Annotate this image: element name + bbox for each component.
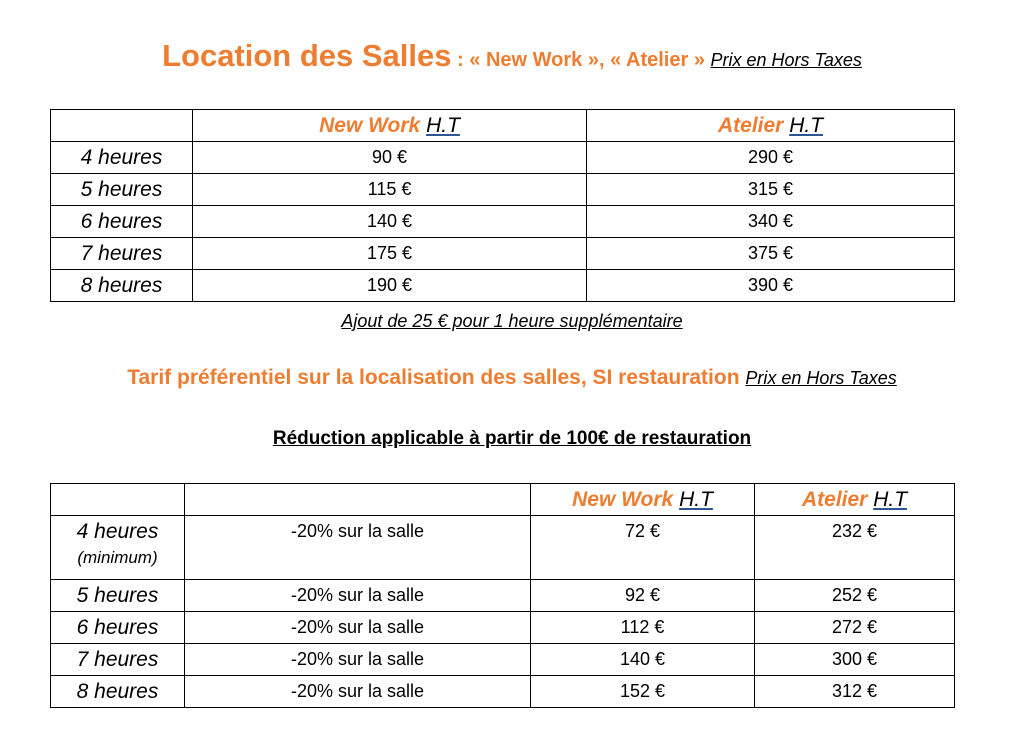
header-empty-cell bbox=[185, 484, 531, 516]
header-empty-cell bbox=[51, 110, 193, 142]
header-newwork-name: New Work bbox=[319, 113, 421, 137]
row-newwork-price: 175 € bbox=[193, 238, 587, 270]
table-row bbox=[51, 644, 955, 676]
row-newwork-price: 72 € bbox=[531, 516, 755, 580]
section2-subtitle: Réduction applicable à partir de 100€ de restauration bbox=[272, 428, 752, 449]
row-hours: 7 heures bbox=[51, 238, 193, 270]
row-hours: 7 heures bbox=[51, 644, 185, 676]
row-atelier-price: 340 € bbox=[587, 206, 955, 238]
row-atelier-price: 252 € bbox=[755, 580, 955, 612]
title-main: Location des Salles bbox=[162, 38, 452, 73]
extra-hour-note: Ajout de 25 € pour 1 heure supplémentaire bbox=[341, 311, 683, 331]
table-row bbox=[51, 516, 955, 580]
table-header-row bbox=[51, 484, 955, 516]
row-discount: -20% sur la salle bbox=[185, 676, 531, 708]
table-row bbox=[51, 612, 955, 644]
row-newwork-price: 115 € bbox=[193, 174, 587, 206]
row-hours: 6 heures bbox=[51, 612, 185, 644]
row-hours bbox=[51, 516, 185, 580]
row-hours: 8 heures bbox=[51, 270, 193, 302]
row-hours: 4 heures bbox=[51, 142, 193, 174]
row-newwork-price: 152 € bbox=[531, 676, 755, 708]
header-atelier-ht: H.T bbox=[873, 487, 908, 511]
table-header-row bbox=[51, 110, 955, 142]
header-newwork-ht: H.T bbox=[426, 113, 460, 137]
row-hours-minimum-note: (minimum) bbox=[77, 548, 158, 568]
title-price-note: Prix en Hors Taxes bbox=[710, 50, 862, 70]
row-discount: -20% sur la salle bbox=[185, 580, 531, 612]
header-atelier bbox=[587, 110, 955, 142]
row-newwork-price: 190 € bbox=[193, 270, 587, 302]
row-atelier-price: 312 € bbox=[755, 676, 955, 708]
row-hours: 8 heures bbox=[51, 676, 185, 708]
table-row bbox=[51, 238, 955, 270]
table-row bbox=[51, 676, 955, 708]
header-atelier bbox=[755, 484, 955, 516]
row-atelier-price: 300 € bbox=[755, 644, 955, 676]
table-row bbox=[51, 142, 955, 174]
row-discount: -20% sur la salle bbox=[185, 516, 531, 580]
header-newwork-ht: H.T bbox=[679, 487, 713, 511]
table-row bbox=[51, 270, 955, 302]
row-atelier-price: 390 € bbox=[587, 270, 955, 302]
table-row bbox=[51, 174, 955, 206]
row-atelier-price: 272 € bbox=[755, 612, 955, 644]
header-atelier-ht: H.T bbox=[789, 113, 824, 137]
section2-title bbox=[0, 366, 1024, 390]
row-atelier-price: 232 € bbox=[755, 516, 955, 580]
row-discount: -20% sur la salle bbox=[185, 644, 531, 676]
row-atelier-price: 315 € bbox=[587, 174, 955, 206]
header-atelier-name: Atelier bbox=[801, 487, 868, 511]
row-atelier-price: 290 € bbox=[587, 142, 955, 174]
table-row bbox=[51, 206, 955, 238]
row-newwork-price: 92 € bbox=[531, 580, 755, 612]
row-hours: 5 heures bbox=[51, 174, 193, 206]
header-newwork bbox=[193, 110, 587, 142]
row-hours: 6 heures bbox=[51, 206, 193, 238]
room-rental-table bbox=[50, 109, 955, 302]
table-row bbox=[51, 580, 955, 612]
row-atelier-price: 375 € bbox=[587, 238, 955, 270]
header-newwork bbox=[531, 484, 755, 516]
header-empty-cell bbox=[51, 484, 185, 516]
row-hours-label: 4 heures bbox=[76, 520, 159, 543]
row-newwork-price: 140 € bbox=[531, 644, 755, 676]
title-subtitle: : « New Work », « Atelier » bbox=[451, 49, 711, 71]
row-hours: 5 heures bbox=[51, 580, 185, 612]
row-newwork-price: 90 € bbox=[193, 142, 587, 174]
row-newwork-price: 112 € bbox=[531, 612, 755, 644]
page-title bbox=[0, 38, 1024, 74]
section2-title-main: Tarif préférentiel sur la localisation des salles, SI restauration bbox=[127, 366, 746, 389]
row-discount: -20% sur la salle bbox=[185, 612, 531, 644]
discount-table bbox=[50, 483, 955, 708]
header-newwork-name: New Work bbox=[572, 487, 674, 511]
row-newwork-price: 140 € bbox=[193, 206, 587, 238]
section2-price-note: Prix en Hors Taxes bbox=[745, 368, 897, 388]
header-atelier-name: Atelier bbox=[717, 113, 784, 137]
